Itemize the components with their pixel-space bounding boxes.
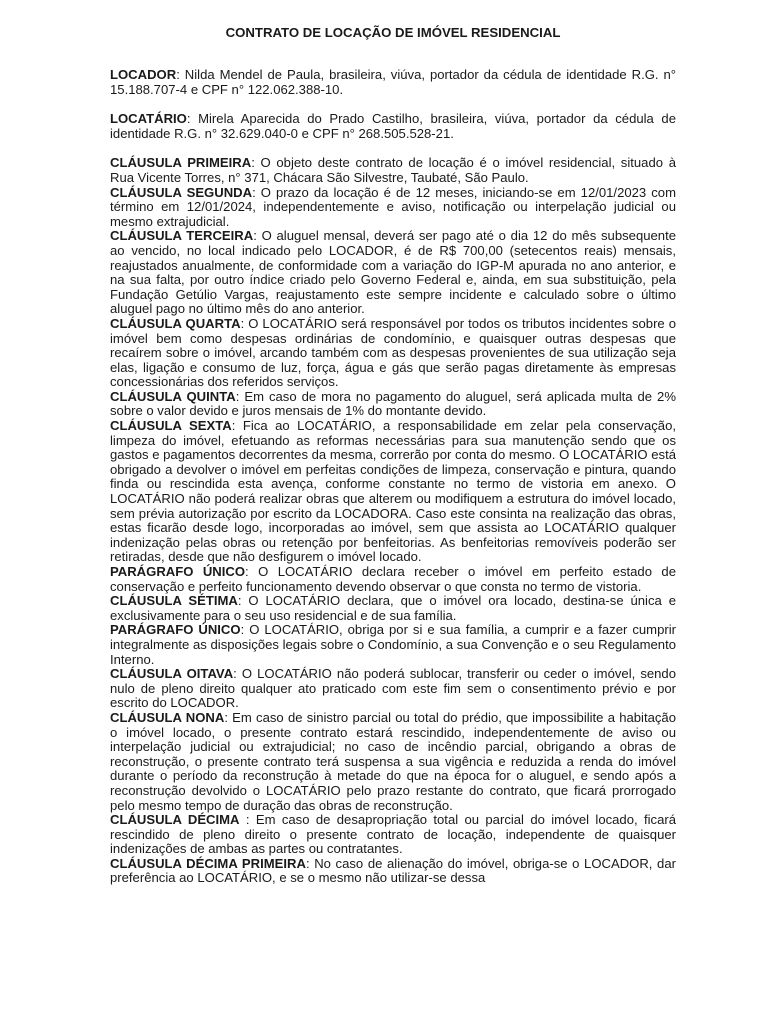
clause-text: : O LOCATÁRIO, obriga por si e sua família, a cumprir e a fazer cumprir integralmente as disposições legais sobre o Condomínio, a sua Convenção e o seu Regulamento Interno.	[110, 622, 676, 667]
clause-heading: CLÁUSULA QUINTA	[110, 388, 236, 404]
clause-text: : Em caso de mora no pagamento do aluguel, será aplicada multa de 2% sobre o valor devido e juros mensais de 1% do montante devido.	[110, 388, 676, 419]
party-details: : Mirela Aparecida do Prado Castilho, brasileira, viúva, portador da cédula de identidade R.G. n° 32.629.040-0 e CPF n° 268.505.528-21.	[110, 111, 676, 141]
clause-text: : O LOCATÁRIO não poderá sublocar, transferir ou ceder o imóvel, sendo nulo de pleno direito qualquer ato praticado com este fim sem o consentimento prévio e por escrito do LOCADOR.	[110, 666, 676, 711]
clause-text: : No caso de alienação do imóvel, obriga-se o LOCADOR, dar preferência ao LOCATÁRIO, e se o mesmo não utilizar-se dessa	[110, 855, 676, 886]
clause-text: : O LOCATÁRIO declara receber o imóvel em perfeito estado de conservação e perfeito funcionamento devendo observar o que consta no termo de vistoria.	[110, 564, 676, 594]
clause-decima-primeira	[110, 857, 676, 886]
clause-nona	[110, 711, 676, 813]
clause-heading: CLÁUSULA SEXTA	[110, 418, 232, 434]
clause-text: : O LOCATÁRIO declara, que o imóvel ora locado, destina-se única e exclusivamente para o seu uso residencial e de sua família.	[110, 593, 676, 623]
clause-decima	[110, 813, 676, 857]
clause-quinta	[110, 390, 676, 419]
party-locatario	[110, 112, 676, 141]
clause-heading: PARÁGRAFO ÚNICO	[110, 622, 241, 638]
party-role: LOCATÁRIO	[110, 111, 187, 127]
clause-heading: CLÁUSULA QUARTA	[110, 315, 241, 331]
clause-heading: CLÁUSULA SÉTIMA	[110, 593, 238, 609]
clause-text: : Em caso de sinistro parcial ou total do prédio, que impossibilite a habitação o imóvel locado, o presente contrato estará rescindido, independentemente de aviso ou interpelação judicial ou extrajudicial; no caso de incêndio parcial, obrigando a obras de reconstrução, o presente contrato terá suspensa a sua vigência e reduzida a renda do imóvel durante o período da reconstrução à metade do que na época for o aluguel, e sendo após a reconstrução devolvido o LOCATÁRIO pelo prazo restante do contrato, que ficará prorrogado pelo mesmo tempo de duração das obras de reconstrução.	[110, 709, 676, 813]
paragrafo-unico-2	[110, 623, 676, 667]
paragrafo-unico-1	[110, 565, 676, 594]
document-title: CONTRATO DE LOCAÇÃO DE IMÓVEL RESIDENCIAL	[225, 25, 561, 40]
clause-oitava	[110, 667, 676, 711]
clause-heading: PARÁGRAFO ÚNICO	[110, 564, 246, 579]
clause-text: : O aluguel mensal, deverá ser pago até o dia 12 do mês subsequente ao vencido, no local indicado pelo LOCADOR, é de R$ 700,00 (setecentos reais) mensais, reajustados anualmente, de conformidade com a variação do IGP-M apurada no ano anterior, e na sua falta, por outro índice criado pelo Governo Federal e, ainda, em sua substituição, pela Fundação Getúlio Vargas, reajustamento este sempre incidente e calculado sobre o último aluguel pago no último mês do ano anterior.	[110, 228, 676, 317]
clause-text: : Em caso de desapropriação total ou parcial do imóvel locado, ficará rescindido de pleno direito o presente contrato de locação, independente de quaisquer indenizações de ambas as partes ou contratantes.	[110, 812, 676, 857]
clause-heading: CLÁUSULA DÉCIMA PRIMEIRA	[110, 855, 306, 871]
clause-segunda	[110, 186, 676, 230]
clause-text: : O LOCATÁRIO será responsável por todos os tributos incidentes sobre o imóvel bem como despesas ordinárias de condomínio, e quaisquer outras despesas que recaírem sobre o imóvel, arcando também com as despesas provenientes de sua utilização seja elas, ligação e consumo de luz, força, água e gás que serão pagas diretamente às empresas concessionárias dos referidos serviços.	[110, 315, 677, 390]
clause-heading: CLÁUSULA NONA	[110, 709, 225, 725]
party-details: : Nilda Mendel de Paula, brasileira, viúva, portador da cédula de identidade R.G. n° 15.188.707-4 e CPF n° 122.062.388-10.	[110, 67, 676, 97]
party-role: LOCADOR	[110, 67, 177, 82]
clause-heading: CLÁUSULA DÉCIMA	[110, 812, 240, 828]
party-locador	[110, 68, 676, 97]
clause-text: : O objeto deste contrato de locação é o imóvel residencial, situado à Rua Vicente Torres, n° 371, Chácara São Silvestre, Taubaté, São Paulo.	[110, 155, 676, 185]
clause-heading: CLÁUSULA SEGUNDA	[110, 184, 253, 200]
clause-setima	[110, 594, 676, 623]
clause-heading: CLÁUSULA TERCEIRA	[110, 228, 254, 244]
contract-page	[110, 25, 676, 886]
clause-sexta	[110, 419, 676, 565]
clause-quarta	[110, 317, 676, 390]
clause-text: : Fica ao LOCATÁRIO, a responsabilidade em zelar pela conservação, limpeza do imóvel, efetuando as reformas necessárias para sua manutenção sendo que os gastos e pagamentos decorrentes da mesma, correrão por conta do mesmo. O LOCATÁRIO está obrigado a devolver o imóvel em perfeitas condições de limpeza, conservação e pintura, quando finda ou rescindida esta avença, conforme constante no termo de vistoria em anexo. O LOCATÁRIO não poderá realizar obras que alterem ou modifiquem a estrutura do imóvel locado, sem prévia autorização por escrito da LOCADORA. Caso este consinta na realização das obras, estas ficarão desde logo, incorporadas ao imóvel, sem que assista ao LOCATÁRIO qualquer indenização pelas obras ou retenção por benfeitorias. As benfeitorias removíveis poderão ser retiradas, desde que não desfigurem o imóvel locado.	[110, 418, 677, 565]
clause-heading: CLÁUSULA PRIMEIRA	[110, 155, 252, 171]
clause-primeira	[110, 156, 676, 185]
clause-text: : O prazo da locação é de 12 meses, iniciando-se em 12/01/2023 com término em 12/01/2024, independentemente e aviso, notificação ou interpelação judicial ou mesmo extrajudicial.	[110, 184, 676, 229]
clause-heading: CLÁUSULA OITAVA	[110, 666, 234, 682]
clause-terceira	[110, 229, 676, 317]
